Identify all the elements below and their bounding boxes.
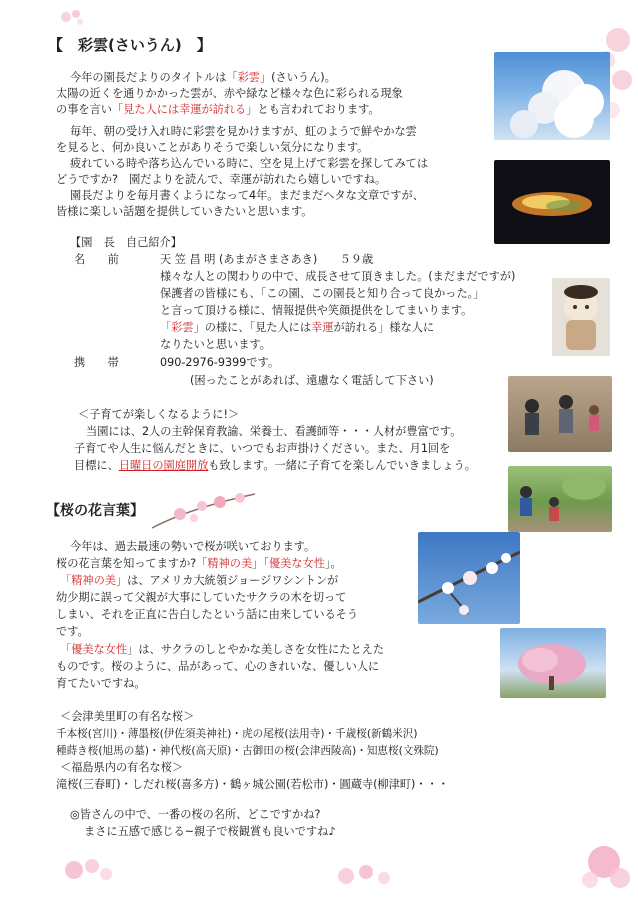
- section-heading-saiun: 【 彩雲(さいうん) 】: [48, 36, 212, 54]
- profile-name-label: 名 前: [74, 253, 119, 266]
- saiun-paragraph-line: 太陽の近くを通りかかった雲が、赤や緑など様々な色に彩られる現象: [56, 87, 403, 100]
- famous-aizu-line: 種蒔き桜(旭馬の墓)・神代桜(高天原)・古御田の桜(会津西陵高)・知恵桜(文殊院): [56, 745, 439, 757]
- children-playground-photo-2: [508, 466, 612, 532]
- saiun-paragraph-line: 皆様に楽しい話題を提供していきたいと思います。: [56, 205, 313, 218]
- childcare-line: 当園には、2人の主幹保育教諭、栄養士、看護師等・・・人材が豊富です。: [86, 425, 462, 438]
- saiun-paragraph-line: 今年の園長だよりのタイトルは「彩雲」(さいうん)。: [70, 71, 336, 84]
- sakura-blossom-top-left-icon: [56, 6, 86, 28]
- profile-name-value: 天 笠 昌 明 (あまがさまさあき) ５９歳: [160, 253, 374, 266]
- sakura-line: です。: [56, 625, 89, 638]
- childcare-line: 目標に、日曜日の園庭開放も致します。一緒に子育てを楽しんでいきましょう。: [74, 459, 476, 472]
- childcare-line: 子育てや人生に悩んだときに、いつでもお声掛けください。また、月1回を: [74, 442, 451, 455]
- cloud-sky-photo: [494, 52, 610, 140]
- profile-text-line: 保護者の皆様にも、「この園、この園長と知り合って良かった。」: [160, 287, 485, 300]
- sakura-line: 「優美な女性」は、サクラのしとやかな美しさを女性にたとえた: [60, 643, 385, 656]
- sakura-line: しまい、それを正直に告白したという話に由来しているそう: [56, 608, 359, 621]
- sakura-blossom-bottom-left-icon: [60, 848, 120, 888]
- sakura-line: ものです。桜のように、品があって、心のきれいな、優しい人に: [56, 660, 380, 673]
- famous-aizu-line: 千本桜(宮川)・薄墨桜(伊佐須美神社)・虎の尾桜(法用寺)・千歳桜(新鶴米沢): [56, 728, 418, 740]
- section-heading-sakura: 【桜の花言葉】: [46, 503, 144, 519]
- sakura-line: 育てたいですね。: [56, 677, 146, 690]
- profile-text-line: 「彩雲」の様に、「見た人には幸運が訪れる」様な人に: [160, 321, 435, 334]
- profile-phone-note: (困ったことがあれば、遠慮なく電話して下さい): [190, 374, 434, 387]
- profile-text-line: なりたいと思います。: [160, 338, 271, 351]
- saiun-paragraph-line: 園長だよりを毎月書くようになって4年。まだまだヘタな文章ですが、: [70, 189, 424, 202]
- saiun-paragraph-line: の事を言い「見た人には幸運が訪れる」とも言われております。: [56, 103, 380, 116]
- profile-phone-value: 090-2976-9399です。: [160, 356, 280, 369]
- sakura-tree-field-photo: [500, 628, 606, 698]
- closing-line: まさに五感で感じる~親子で桜観賞も良いですね♪: [84, 825, 336, 838]
- famous-fukushima-line: 滝桜(三春町)・しだれ桜(喜多方)・鶴ヶ城公園(若松市)・圓蔵寺(柳津町)・・・: [56, 778, 449, 791]
- sakura-line: 桜の花言葉を知ってますか?「精神の美」「優美な女性」。: [56, 557, 342, 570]
- saiun-paragraph-line: を見ると、何か良いことがありそうで楽しい気分になります。: [56, 141, 369, 154]
- sakura-branch-icon: [150, 488, 260, 534]
- sakura-line: 「精神の美」は、アメリカ大統領ジョージワシントンが: [60, 574, 339, 587]
- profile-text-line: 様々な人との関わりの中で、成長させて頂きました。(まだまだですが): [160, 270, 516, 283]
- closing-line: ◎皆さんの中で、一番の桜の名所、どこですかね?: [70, 808, 321, 821]
- iridescent-cloud-photo: [494, 160, 610, 244]
- sakura-blue-sky-photo: [418, 532, 520, 624]
- profile-phone-label: 携 帯: [74, 356, 119, 369]
- kokeshi-doll-photo: [552, 278, 610, 356]
- sakura-line: 今年は、過去最速の勢いで桜が咲いております。: [70, 540, 316, 553]
- sakura-line: 幼少期に誤って父親が大事にしていたサクラの木を切って: [56, 591, 347, 604]
- profile-text-line: と言って頂ける様に、情報提供や笑顔提供をしてまいります。: [160, 304, 473, 317]
- famous-aizu-heading: ＜会津美里町の有名な桜＞: [60, 710, 195, 723]
- childcare-heading: ＜子育てが楽しくなるように!＞: [78, 408, 240, 421]
- famous-fukushima-heading: ＜福島県内の有名な桜＞: [60, 761, 184, 774]
- saiun-paragraph-line: 疲れている時や落ち込んでいる時に、空を見上げて彩雲を探してみては: [70, 157, 429, 170]
- saiun-paragraph-line: どうですか? 園だよりを読んで、幸運が訪れたら嬉しいですね。: [56, 173, 387, 186]
- sakura-blossom-bottom-center-icon: [330, 860, 400, 890]
- saiun-paragraph-line: 毎年、朝の受け入れ時に彩雲を見かけますが、虹のようで鮮やかな雲: [70, 125, 417, 138]
- profile-heading: 【園 長 自己紹介】: [70, 236, 182, 249]
- children-playground-photo-1: [508, 376, 612, 452]
- sakura-blossom-bottom-right-icon: [570, 836, 636, 896]
